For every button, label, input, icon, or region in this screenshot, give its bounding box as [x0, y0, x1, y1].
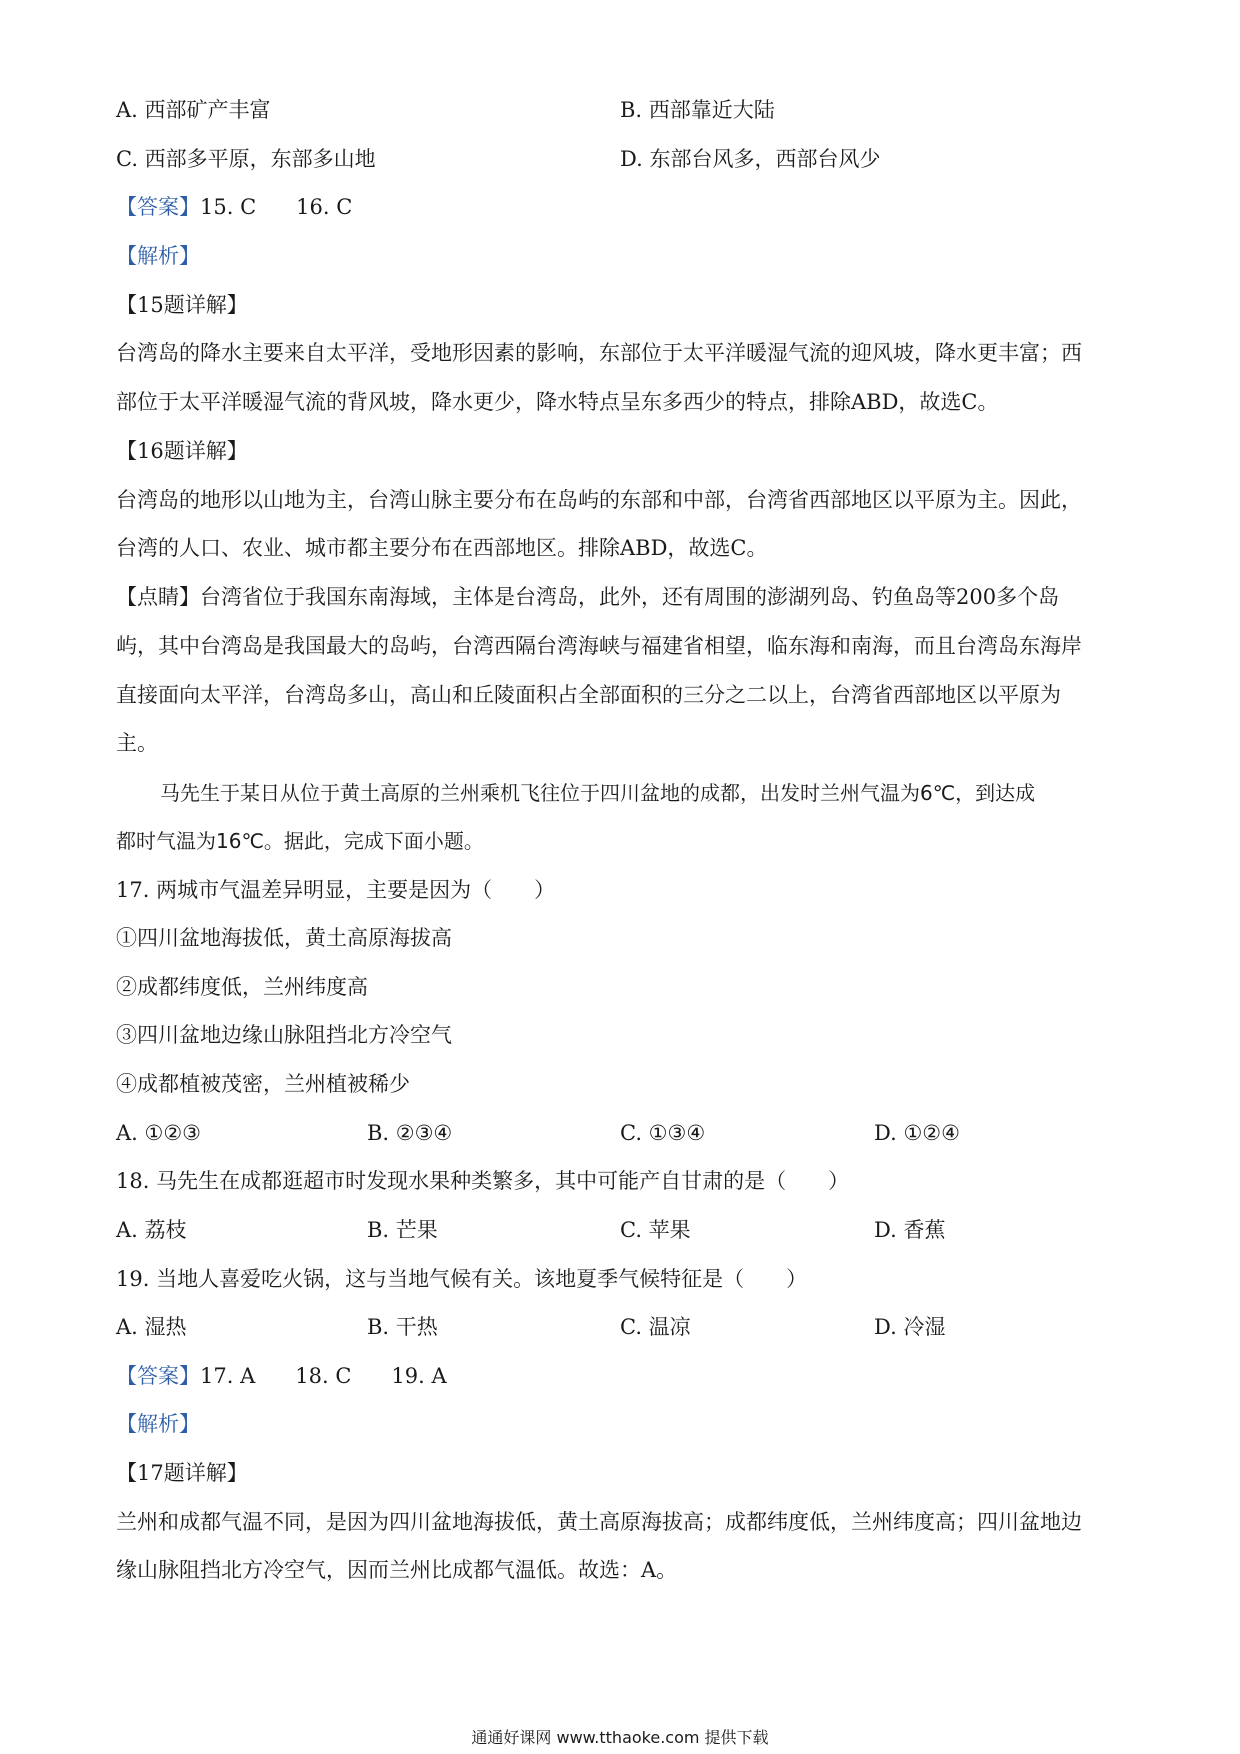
detail-16-text: 台湾的人口、农业、城市都主要分布在西部地区。排除ABD，故选C。	[116, 536, 768, 560]
option-d: D. 东部台风多，西部台风少	[620, 147, 881, 171]
detail-16-text: 台湾岛的地形以山地为主，台湾山脉主要分布在岛屿的东部和中部，台湾省西部地区以平原为主。因此，	[116, 488, 1082, 512]
answer-19: 19. A	[391, 1364, 447, 1388]
statement-4: ④成都植被茂密，兰州植被稀少	[116, 1072, 410, 1096]
answer-16: 16. C	[296, 195, 353, 219]
statement-2: ②成都纬度低，兰州纬度高	[116, 975, 368, 999]
option-c: C. 苹果	[620, 1218, 691, 1242]
option-a: A. 荔枝	[116, 1218, 187, 1242]
detail-15-text: 部位于太平洋暖湿气流的背风坡，降水更少，降水特点呈东多西少的特点，排除ABD，故选C。	[116, 390, 999, 414]
detail-15-heading: 【15题详解】	[116, 293, 248, 317]
page-footer: 通通好课网 www.tthaoke.com 提供下载	[471, 1728, 769, 1747]
detail-15-text: 台湾岛的降水主要来自太平洋，受地形因素的影响，东部位于太平洋暖湿气流的迎风坡，降水更丰富；西	[116, 341, 1082, 365]
detail-17-text: 兰州和成都气温不同，是因为四川盆地海拔低，黄土高原海拔高；成都纬度低，兰州纬度高；四川盆地边	[116, 1510, 1082, 1534]
question-19-stem: 19. 当地人喜爱吃火锅，这与当地气候有关。该地夏季气候特征是（ ）	[116, 1267, 808, 1291]
option-d: D. 冷湿	[874, 1315, 946, 1339]
answer-17: 17. A	[200, 1364, 256, 1388]
statement-3: ③四川盆地边缘山脉阻挡北方冷空气	[116, 1023, 452, 1047]
answer-line	[116, 1363, 447, 1389]
note-text: 屿，其中台湾岛是我国最大的岛屿，台湾西隔台湾海峡与福建省相望，临东海和南海，而且台湾岛东海岸	[116, 634, 1082, 658]
option-a: A. ①②③	[116, 1121, 201, 1145]
detail-17-text: 缘山脉阻挡北方冷空气，因而兰州比成都气温低。故选：A。	[116, 1558, 678, 1582]
answer-15: 15. C	[200, 195, 257, 219]
option-c: C. 温凉	[620, 1315, 691, 1339]
detail-16-heading: 【16题详解】	[116, 439, 248, 463]
answer-line	[116, 194, 352, 220]
note-text: 直接面向太平洋，台湾岛多山，高山和丘陵面积占全部面积的三分之二以上，台湾省西部地区以平原为	[116, 683, 1061, 707]
option-d: D. 香蕉	[874, 1218, 946, 1242]
analysis-label: 【解析】	[116, 1412, 200, 1436]
note-label: 【点睛】	[116, 585, 200, 609]
question-18-stem: 18. 马先生在成都逛超市时发现水果种类繁多，其中可能产自甘肃的是（ ）	[116, 1169, 850, 1193]
question-17-stem: 17. 两城市气温差异明显，主要是因为（ ）	[116, 878, 556, 902]
option-c: C. ①③④	[620, 1121, 706, 1145]
option-a: A. 西部矿产丰富	[116, 98, 271, 122]
option-b: B. 芒果	[367, 1218, 438, 1242]
option-b: B. ②③④	[367, 1121, 453, 1145]
answer-label: 【答案】	[116, 195, 200, 219]
answer-18: 18. C	[295, 1364, 352, 1388]
option-a: A. 湿热	[116, 1315, 187, 1339]
intro-text: 马先生于某日从位于黄土高原的兰州乘机飞往位于四川盆地的成都，出发时兰州气温为6℃，到达成	[160, 781, 1036, 805]
intro-text: 都时气温为16℃。据此，完成下面小题。	[116, 829, 484, 853]
statement-1: ①四川盆地海拔低，黄土高原海拔高	[116, 926, 452, 950]
note-text: 台湾省位于我国东南海域，主体是台湾岛，此外，还有周围的澎湖列岛、钓鱼岛等200多个岛	[200, 585, 1060, 609]
option-c: C. 西部多平原，东部多山地	[116, 147, 376, 171]
option-d: D. ①②④	[874, 1121, 960, 1145]
note-line	[116, 584, 1059, 610]
detail-17-heading: 【17题详解】	[116, 1461, 248, 1485]
option-b: B. 西部靠近大陆	[620, 98, 775, 122]
option-b: B. 干热	[367, 1315, 438, 1339]
answer-label: 【答案】	[116, 1364, 200, 1388]
note-text: 主。	[116, 731, 158, 755]
analysis-label: 【解析】	[116, 244, 200, 268]
